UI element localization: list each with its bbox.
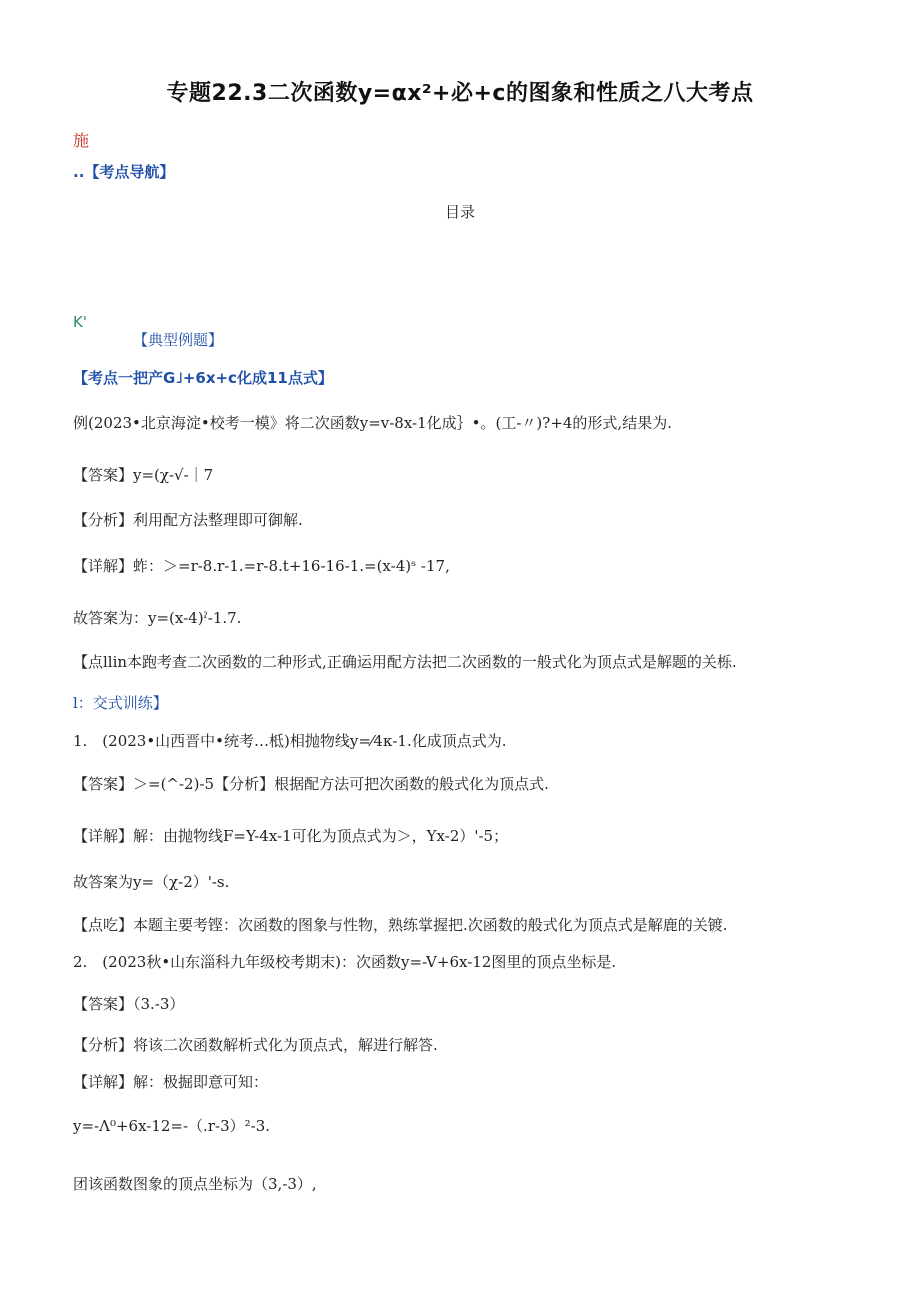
toc-title: 目录 xyxy=(444,203,475,221)
q2-formula: y=-Λ⁰+6x-12=-（.r-3）²-3. xyxy=(73,1117,270,1135)
example-comment: 【点llin本跑考查二次函数的二种形式,正确运用配方法把二次函数的一般式化为顶点式是解题的关栎. xyxy=(73,653,737,671)
q1-text: 1. (2023•山西晋中•统考…柢)相抛物线y=⁄4κ-1.化成顶点式为. xyxy=(73,732,507,750)
typical-heading: 【典型例题】 xyxy=(133,331,224,349)
training-heading: l：交式训练】 xyxy=(73,694,168,712)
q2-answer: 【答案】（3.-3） xyxy=(73,995,185,1013)
page-title: 专题22.3二次函数y=αx²+必+c的图象和性质之八大考点 xyxy=(166,81,754,106)
red-mark: 施 xyxy=(73,131,90,150)
example-analysis: 【分析】利用配方法整理即可御解. xyxy=(73,511,303,529)
q2-text: 2. (2023秋•山东淄科九年级校考期末)：次函数y=-V+6x-12图里的顶点坐标是. xyxy=(73,953,617,971)
example-text: 例(2023•北京海淀•校考一模》将二次函数y=v-8x-1化成｝•。(工-〃)?+4的形式,结果为. xyxy=(73,414,672,432)
q2-conclusion: 团该函数图象的顶点坐标为（3,-3）, xyxy=(73,1175,317,1193)
topic1-heading: 【考点一把产G˩+6x+c化成11点式】 xyxy=(73,369,333,387)
q1-answer: 【答案】＞=(^-2)-5【分析】根据配方法可把次函数的般式化为顶点式. xyxy=(73,775,549,793)
example-detail: 【详解】蚱：＞=r-8.r-1.=r-8.t+16-16-1.=(x-4)ˢ -17, xyxy=(73,557,450,575)
k-mark: K' xyxy=(73,313,87,331)
q1-detail: 【详解】解：由抛物线F=Y-4x-1可化为顶点式为＞，Yx-2）'-5； xyxy=(73,827,509,845)
nav-heading: ..【考点导航】 xyxy=(73,163,175,181)
example-conclusion: 故答案为：y=(x-4)ˀ-1.7. xyxy=(73,609,242,627)
q1-comment: 【点吃】本题主要考铿：次函数的图象与性物，熟练掌握把.次函数的般式化为顶点式是解鹿的关镀. xyxy=(73,916,728,934)
q2-analysis: 【分析】将该二次函数解析式化为顶点式，解进行解答. xyxy=(73,1036,438,1054)
example-answer: 【答案】y=(χ-√-｜7 xyxy=(73,466,214,484)
q1-conclusion: 故答案为y=（χ-2）'-s. xyxy=(73,873,230,891)
q2-detail: 【详解】解：极掘即意可知： xyxy=(73,1073,269,1091)
